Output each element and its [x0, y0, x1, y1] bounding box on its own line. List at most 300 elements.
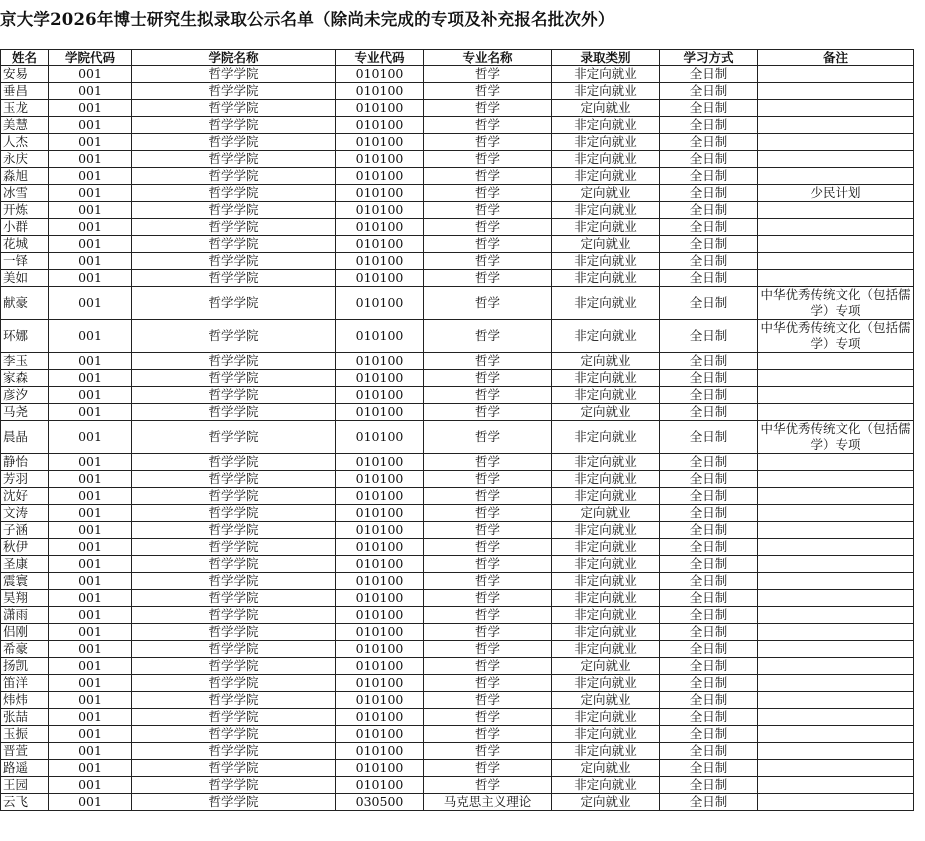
cell-major-name: 哲学 — [424, 134, 552, 151]
cell-study-mode: 全日制 — [660, 219, 758, 236]
cell-admission-type: 非定向就业 — [552, 253, 660, 270]
cell-major-name: 哲学 — [424, 573, 552, 590]
cell-admission-type: 非定向就业 — [552, 287, 660, 320]
cell-admission-type: 非定向就业 — [552, 202, 660, 219]
cell-college-name: 哲学学院 — [132, 83, 336, 100]
table-row — [1, 353, 914, 370]
cell-study-mode: 全日制 — [660, 100, 758, 117]
cell-major-name: 哲学 — [424, 320, 552, 353]
cell-major-name: 哲学 — [424, 151, 552, 168]
cell-study-mode: 全日制 — [660, 726, 758, 743]
cell-study-mode: 全日制 — [660, 320, 758, 353]
cell-major-code: 010100 — [336, 573, 424, 590]
cell-college-code: 001 — [49, 590, 132, 607]
cell-major-code: 010100 — [336, 590, 424, 607]
cell-admission-type: 非定向就业 — [552, 320, 660, 353]
cell-name: 马尧 — [1, 404, 49, 421]
cell-college-code: 001 — [49, 236, 132, 253]
cell-major-code: 010100 — [336, 760, 424, 777]
cell-admission-type: 定向就业 — [552, 760, 660, 777]
cell-name: 淼旭 — [1, 168, 49, 185]
cell-major-name: 哲学 — [424, 726, 552, 743]
cell-admission-type: 定向就业 — [552, 794, 660, 811]
cell-admission-type: 非定向就业 — [552, 488, 660, 505]
cell-college-name: 哲学学院 — [132, 607, 336, 624]
cell-college-name: 哲学学院 — [132, 624, 336, 641]
cell-remarks: 中华优秀传统文化（包括儒学）专项 — [758, 320, 914, 353]
cell-study-mode: 全日制 — [660, 505, 758, 522]
cell-name: 希豪 — [1, 641, 49, 658]
cell-major-name: 哲学 — [424, 607, 552, 624]
cell-major-name: 哲学 — [424, 624, 552, 641]
cell-major-code: 010100 — [336, 505, 424, 522]
cell-major-code: 010100 — [336, 743, 424, 760]
cell-major-code: 010100 — [336, 134, 424, 151]
cell-remarks — [758, 353, 914, 370]
cell-college-code: 001 — [49, 219, 132, 236]
cell-major-code: 010100 — [336, 421, 424, 454]
table-body — [1, 66, 914, 811]
cell-name: 家森 — [1, 370, 49, 387]
cell-remarks: 中华优秀传统文化（包括儒学）专项 — [758, 421, 914, 454]
cell-remarks — [758, 66, 914, 83]
cell-college-code: 001 — [49, 743, 132, 760]
table-row — [1, 270, 914, 287]
cell-study-mode: 全日制 — [660, 607, 758, 624]
cell-name: 冰雪 — [1, 185, 49, 202]
cell-major-name: 哲学 — [424, 117, 552, 134]
cell-major-code: 010100 — [336, 387, 424, 404]
table-row — [1, 590, 914, 607]
cell-study-mode: 全日制 — [660, 66, 758, 83]
table-row — [1, 607, 914, 624]
cell-study-mode: 全日制 — [660, 168, 758, 185]
cell-admission-type: 非定向就业 — [552, 421, 660, 454]
header-study-mode: 学习方式 — [660, 50, 758, 66]
cell-major-code: 010100 — [336, 404, 424, 421]
cell-major-code: 010100 — [336, 692, 424, 709]
cell-major-code: 010100 — [336, 607, 424, 624]
cell-remarks — [758, 658, 914, 675]
cell-college-code: 001 — [49, 641, 132, 658]
cell-remarks — [758, 641, 914, 658]
admission-table — [0, 49, 914, 811]
cell-college-code: 001 — [49, 370, 132, 387]
cell-college-code: 001 — [49, 151, 132, 168]
cell-name: 震寰 — [1, 573, 49, 590]
cell-name: 沈好 — [1, 488, 49, 505]
cell-remarks — [758, 219, 914, 236]
cell-major-name: 哲学 — [424, 743, 552, 760]
cell-admission-type: 定向就业 — [552, 353, 660, 370]
cell-remarks — [758, 726, 914, 743]
cell-major-name: 哲学 — [424, 709, 552, 726]
cell-major-code: 010100 — [336, 270, 424, 287]
cell-admission-type: 非定向就业 — [552, 539, 660, 556]
cell-study-mode: 全日制 — [660, 709, 758, 726]
table-row — [1, 185, 914, 202]
cell-admission-type: 非定向就业 — [552, 777, 660, 794]
cell-college-code: 001 — [49, 539, 132, 556]
cell-remarks — [758, 590, 914, 607]
cell-study-mode: 全日制 — [660, 404, 758, 421]
cell-remarks — [758, 370, 914, 387]
cell-remarks — [758, 573, 914, 590]
cell-major-code: 010100 — [336, 675, 424, 692]
cell-study-mode: 全日制 — [660, 692, 758, 709]
cell-remarks — [758, 404, 914, 421]
cell-college-name: 哲学学院 — [132, 743, 336, 760]
cell-major-code: 010100 — [336, 287, 424, 320]
cell-major-code: 010100 — [336, 117, 424, 134]
cell-study-mode: 全日制 — [660, 236, 758, 253]
cell-remarks — [758, 100, 914, 117]
cell-major-name: 哲学 — [424, 185, 552, 202]
header-major-name: 专业名称 — [424, 50, 552, 66]
cell-remarks — [758, 117, 914, 134]
cell-study-mode: 全日制 — [660, 573, 758, 590]
cell-admission-type: 非定向就业 — [552, 219, 660, 236]
cell-college-name: 哲学学院 — [132, 117, 336, 134]
cell-name: 环娜 — [1, 320, 49, 353]
header-name: 姓名 — [1, 50, 49, 66]
admission-table-container — [0, 49, 914, 811]
cell-admission-type: 非定向就业 — [552, 556, 660, 573]
cell-study-mode: 全日制 — [660, 353, 758, 370]
cell-remarks — [758, 709, 914, 726]
cell-study-mode: 全日制 — [660, 624, 758, 641]
table-row — [1, 488, 914, 505]
cell-college-name: 哲学学院 — [132, 590, 336, 607]
cell-study-mode: 全日制 — [660, 151, 758, 168]
table-row — [1, 454, 914, 471]
cell-remarks — [758, 488, 914, 505]
cell-name: 扬凯 — [1, 658, 49, 675]
table-row — [1, 320, 914, 353]
cell-admission-type: 非定向就业 — [552, 590, 660, 607]
cell-study-mode: 全日制 — [660, 794, 758, 811]
cell-major-code: 010100 — [336, 353, 424, 370]
cell-college-code: 001 — [49, 404, 132, 421]
cell-college-code: 001 — [49, 83, 132, 100]
cell-college-code: 001 — [49, 387, 132, 404]
table-row — [1, 760, 914, 777]
cell-college-name: 哲学学院 — [132, 573, 336, 590]
cell-college-code: 001 — [49, 66, 132, 83]
cell-major-name: 哲学 — [424, 675, 552, 692]
cell-name: 李玉 — [1, 353, 49, 370]
table-row — [1, 522, 914, 539]
cell-college-name: 哲学学院 — [132, 488, 336, 505]
table-row — [1, 573, 914, 590]
cell-college-code: 001 — [49, 556, 132, 573]
cell-admission-type: 定向就业 — [552, 236, 660, 253]
cell-remarks — [758, 168, 914, 185]
cell-college-name: 哲学学院 — [132, 641, 336, 658]
cell-college-code: 001 — [49, 117, 132, 134]
cell-college-name: 哲学学院 — [132, 709, 336, 726]
cell-college-name: 哲学学院 — [132, 353, 336, 370]
cell-college-name: 哲学学院 — [132, 219, 336, 236]
cell-admission-type: 非定向就业 — [552, 573, 660, 590]
cell-remarks — [758, 777, 914, 794]
cell-study-mode: 全日制 — [660, 287, 758, 320]
cell-college-name: 哲学学院 — [132, 253, 336, 270]
cell-admission-type: 非定向就业 — [552, 117, 660, 134]
cell-admission-type: 非定向就业 — [552, 624, 660, 641]
table-row — [1, 253, 914, 270]
cell-admission-type: 非定向就业 — [552, 641, 660, 658]
cell-major-name: 哲学 — [424, 539, 552, 556]
cell-major-name: 哲学 — [424, 760, 552, 777]
cell-major-code: 010100 — [336, 658, 424, 675]
cell-admission-type: 非定向就业 — [552, 522, 660, 539]
cell-name: 笛洋 — [1, 675, 49, 692]
cell-major-name: 哲学 — [424, 641, 552, 658]
cell-major-code: 010100 — [336, 83, 424, 100]
cell-major-code: 010100 — [336, 100, 424, 117]
cell-major-code: 010100 — [336, 726, 424, 743]
table-row — [1, 709, 914, 726]
cell-remarks — [758, 675, 914, 692]
cell-remarks: 少民计划 — [758, 185, 914, 202]
cell-remarks — [758, 556, 914, 573]
cell-admission-type: 定向就业 — [552, 404, 660, 421]
cell-name: 秋伊 — [1, 539, 49, 556]
cell-study-mode: 全日制 — [660, 590, 758, 607]
cell-study-mode: 全日制 — [660, 522, 758, 539]
cell-college-code: 001 — [49, 505, 132, 522]
table-row — [1, 505, 914, 522]
cell-college-name: 哲学学院 — [132, 185, 336, 202]
cell-college-name: 哲学学院 — [132, 66, 336, 83]
cell-college-name: 哲学学院 — [132, 777, 336, 794]
cell-major-code: 010100 — [336, 522, 424, 539]
cell-college-name: 哲学学院 — [132, 404, 336, 421]
cell-name: 花城 — [1, 236, 49, 253]
cell-college-code: 001 — [49, 202, 132, 219]
cell-major-code: 010100 — [336, 370, 424, 387]
cell-college-name: 哲学学院 — [132, 370, 336, 387]
header-college-code: 学院代码 — [49, 50, 132, 66]
table-row — [1, 556, 914, 573]
cell-admission-type: 非定向就业 — [552, 168, 660, 185]
cell-college-name: 哲学学院 — [132, 692, 336, 709]
cell-admission-type: 非定向就业 — [552, 709, 660, 726]
cell-major-code: 010100 — [336, 539, 424, 556]
cell-college-code: 001 — [49, 624, 132, 641]
cell-college-code: 001 — [49, 488, 132, 505]
cell-college-code: 001 — [49, 270, 132, 287]
table-row — [1, 404, 914, 421]
table-row — [1, 219, 914, 236]
cell-college-name: 哲学学院 — [132, 151, 336, 168]
cell-major-name: 哲学 — [424, 454, 552, 471]
cell-college-code: 001 — [49, 607, 132, 624]
cell-major-code: 010100 — [336, 454, 424, 471]
cell-admission-type: 非定向就业 — [552, 151, 660, 168]
table-row — [1, 726, 914, 743]
cell-college-code: 001 — [49, 692, 132, 709]
cell-study-mode: 全日制 — [660, 488, 758, 505]
table-row — [1, 287, 914, 320]
cell-college-code: 001 — [49, 100, 132, 117]
cell-major-code: 010100 — [336, 320, 424, 353]
cell-admission-type: 非定向就业 — [552, 454, 660, 471]
cell-remarks — [758, 607, 914, 624]
cell-study-mode: 全日制 — [660, 83, 758, 100]
cell-major-name: 哲学 — [424, 202, 552, 219]
cell-name: 张喆 — [1, 709, 49, 726]
cell-major-code: 010100 — [336, 253, 424, 270]
cell-college-name: 哲学学院 — [132, 522, 336, 539]
cell-major-name: 马克思主义理论 — [424, 794, 552, 811]
cell-major-name: 哲学 — [424, 236, 552, 253]
cell-college-code: 001 — [49, 134, 132, 151]
cell-major-name: 哲学 — [424, 219, 552, 236]
table-row — [1, 624, 914, 641]
cell-college-name: 哲学学院 — [132, 454, 336, 471]
cell-name: 路遥 — [1, 760, 49, 777]
cell-remarks — [758, 454, 914, 471]
cell-remarks — [758, 743, 914, 760]
header-college-name: 学院名称 — [132, 50, 336, 66]
cell-remarks — [758, 387, 914, 404]
cell-study-mode: 全日制 — [660, 387, 758, 404]
cell-college-name: 哲学学院 — [132, 202, 336, 219]
table-row — [1, 117, 914, 134]
cell-college-code: 001 — [49, 522, 132, 539]
cell-admission-type: 非定向就业 — [552, 471, 660, 488]
cell-admission-type: 非定向就业 — [552, 134, 660, 151]
cell-college-name: 哲学学院 — [132, 134, 336, 151]
cell-study-mode: 全日制 — [660, 760, 758, 777]
cell-major-code: 010100 — [336, 151, 424, 168]
cell-study-mode: 全日制 — [660, 658, 758, 675]
cell-remarks — [758, 236, 914, 253]
cell-study-mode: 全日制 — [660, 641, 758, 658]
cell-major-name: 哲学 — [424, 387, 552, 404]
cell-college-name: 哲学学院 — [132, 320, 336, 353]
cell-name: 开炼 — [1, 202, 49, 219]
cell-college-name: 哲学学院 — [132, 556, 336, 573]
table-row — [1, 743, 914, 760]
cell-college-name: 哲学学院 — [132, 236, 336, 253]
page-title: 京大学2026年博士研究生拟录取公示名单（除尚未完成的专项及补充报名批次外） — [0, 10, 615, 29]
cell-major-name: 哲学 — [424, 287, 552, 320]
cell-college-name: 哲学学院 — [132, 675, 336, 692]
cell-remarks — [758, 151, 914, 168]
cell-major-name: 哲学 — [424, 505, 552, 522]
cell-admission-type: 非定向就业 — [552, 370, 660, 387]
cell-college-code: 001 — [49, 675, 132, 692]
cell-name: 安易 — [1, 66, 49, 83]
cell-admission-type: 定向就业 — [552, 185, 660, 202]
cell-major-name: 哲学 — [424, 168, 552, 185]
cell-college-code: 001 — [49, 709, 132, 726]
cell-name: 永庆 — [1, 151, 49, 168]
cell-college-name: 哲学学院 — [132, 270, 336, 287]
cell-study-mode: 全日制 — [660, 253, 758, 270]
cell-study-mode: 全日制 — [660, 202, 758, 219]
cell-remarks — [758, 270, 914, 287]
cell-admission-type: 非定向就业 — [552, 726, 660, 743]
table-row — [1, 168, 914, 185]
cell-major-code: 030500 — [336, 794, 424, 811]
cell-major-name: 哲学 — [424, 83, 552, 100]
table-row — [1, 471, 914, 488]
cell-major-name: 哲学 — [424, 421, 552, 454]
cell-name: 一铎 — [1, 253, 49, 270]
cell-college-code: 001 — [49, 168, 132, 185]
cell-study-mode: 全日制 — [660, 270, 758, 287]
cell-study-mode: 全日制 — [660, 777, 758, 794]
cell-major-code: 010100 — [336, 168, 424, 185]
cell-name: 侣刚 — [1, 624, 49, 641]
cell-study-mode: 全日制 — [660, 539, 758, 556]
cell-remarks — [758, 134, 914, 151]
cell-college-code: 001 — [49, 353, 132, 370]
cell-study-mode: 全日制 — [660, 454, 758, 471]
cell-major-name: 哲学 — [424, 471, 552, 488]
table-row — [1, 641, 914, 658]
cell-major-code: 010100 — [336, 471, 424, 488]
cell-major-name: 哲学 — [424, 270, 552, 287]
cell-major-code: 010100 — [336, 556, 424, 573]
cell-college-name: 哲学学院 — [132, 168, 336, 185]
cell-admission-type: 定向就业 — [552, 100, 660, 117]
cell-college-name: 哲学学院 — [132, 100, 336, 117]
cell-study-mode: 全日制 — [660, 471, 758, 488]
cell-major-name: 哲学 — [424, 370, 552, 387]
cell-major-name: 哲学 — [424, 253, 552, 270]
cell-name: 炜炜 — [1, 692, 49, 709]
cell-college-code: 001 — [49, 573, 132, 590]
cell-major-code: 010100 — [336, 236, 424, 253]
cell-remarks — [758, 760, 914, 777]
cell-college-code: 001 — [49, 454, 132, 471]
table-row — [1, 777, 914, 794]
cell-study-mode: 全日制 — [660, 370, 758, 387]
cell-college-code: 001 — [49, 760, 132, 777]
cell-name: 芳羽 — [1, 471, 49, 488]
cell-remarks — [758, 253, 914, 270]
header-row — [1, 50, 914, 66]
cell-name: 小群 — [1, 219, 49, 236]
cell-study-mode: 全日制 — [660, 134, 758, 151]
cell-name: 昊翔 — [1, 590, 49, 607]
cell-admission-type: 定向就业 — [552, 658, 660, 675]
cell-remarks — [758, 83, 914, 100]
table-row — [1, 66, 914, 83]
cell-major-code: 010100 — [336, 219, 424, 236]
cell-major-name: 哲学 — [424, 100, 552, 117]
cell-major-name: 哲学 — [424, 66, 552, 83]
cell-study-mode: 全日制 — [660, 556, 758, 573]
cell-remarks — [758, 692, 914, 709]
table-row — [1, 794, 914, 811]
cell-college-code: 001 — [49, 253, 132, 270]
cell-college-code: 001 — [49, 320, 132, 353]
table-row — [1, 658, 914, 675]
cell-college-name: 哲学学院 — [132, 287, 336, 320]
cell-college-code: 001 — [49, 777, 132, 794]
table-row — [1, 151, 914, 168]
cell-major-code: 010100 — [336, 488, 424, 505]
cell-remarks — [758, 539, 914, 556]
table-row — [1, 236, 914, 253]
cell-remarks — [758, 794, 914, 811]
